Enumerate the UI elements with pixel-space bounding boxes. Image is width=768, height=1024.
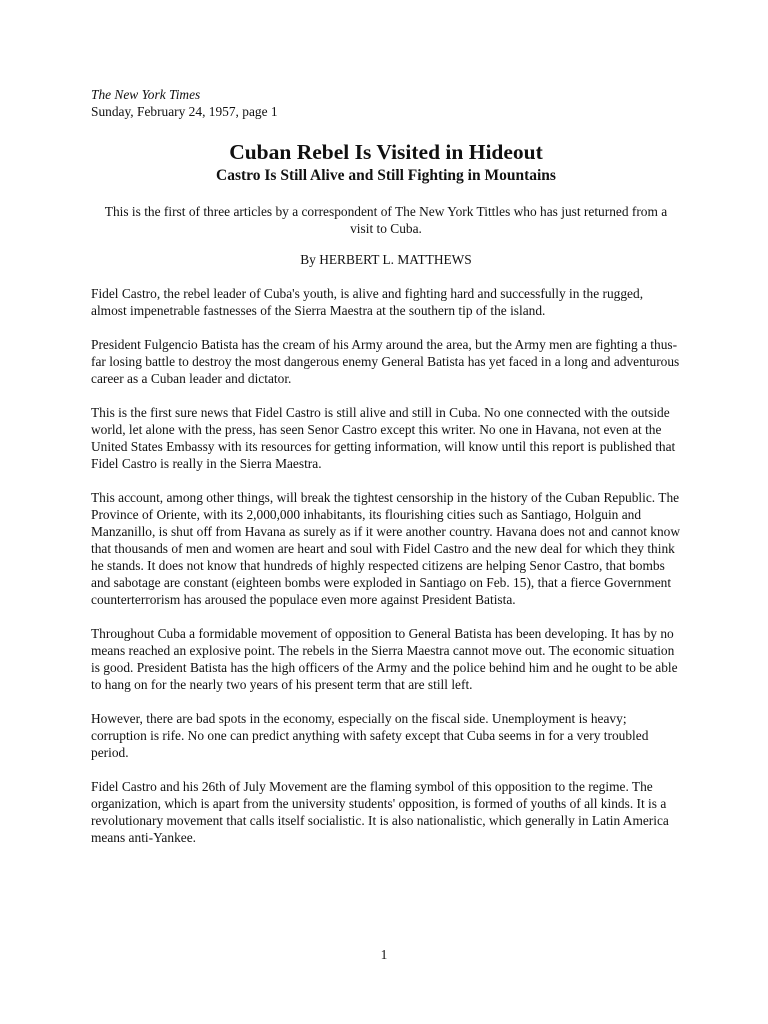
body-paragraph: Fidel Castro and his 26th of July Movement are the flaming symbol of this opposition to the regime. The organization, which is apart from the university students' opposition, is formed of youths of all kinds. It is a revolutionary movement that calls itself socialistic. It is also nationalistic, which generally in Latin America means anti-Yankee. xyxy=(91,779,669,845)
article-byline: By HERBERT L. MATTHEWS xyxy=(300,252,472,267)
body-paragraph: This account, among other things, will break the tightest censorship in the history of the Cuban Republic. The Province of Oriente, with its 2,000,000 inhabitants, its flourishing cities such as Santiago, Holguin and Manzanillo, is shut off from Havana as surely as if it were another country. Havana does not and cannot know that thousands of men and women are heart and soul with Fidel Castro and the new deal for which they think he stands. It does not know that hundreds of highly respected citizens are helping Senor Castro, that bombs and sabotage are constant (eighteen bombs were exploded in Santiago on Feb. 15), that a fierce Government counterterrorism has aroused the populace even more against President Batista. xyxy=(91,490,681,607)
publication-date: Sunday, February 24, 1957, page 1 xyxy=(91,104,278,119)
publication-name: The New York Times xyxy=(91,87,201,102)
body-paragraph: Fidel Castro, the rebel leader of Cuba's youth, is alive and fighting hard and successfully in the rugged, almost impenetrable fastnesses of the Sierra Maestra at the southern tip of the island. xyxy=(91,286,644,318)
document-page xyxy=(91,86,681,846)
article-headline: Cuban Rebel Is Visited in Hideout xyxy=(229,140,543,164)
body-paragraph: This is the first sure news that Fidel Castro is still alive and still in Cuba. No one connected with the outside world, let alone with the press, has seen Senor Castro except this writer. No one in Havana, not even at the United States Embassy with its resources for getting information, will know until this report is published that Fidel Castro is really in the Sierra Maestra. xyxy=(91,405,676,471)
body-paragraph: Throughout Cuba a formidable movement of opposition to General Batista has been developing. It has by no means reached an explosive point. The rebels in the Sierra Maestra cannot move out. The economic situation is good. President Batista has the high officers of the Army and the police behind him and he ought to be able to hang on for the nearly two years of his present term that are still left. xyxy=(91,626,678,692)
article-subheadline: Castro Is Still Alive and Still Fighting in Mountains xyxy=(216,167,556,184)
body-paragraph: However, there are bad spots in the economy, especially on the fiscal side. Unemployment is heavy; corruption is rife. No one can predict anything with safety except that Cuba seems in for a very troubled period. xyxy=(91,711,649,760)
page-number: 1 xyxy=(380,947,388,962)
body-paragraph: President Fulgencio Batista has the cream of his Army around the area, but the Army men are fighting a thus-far losing battle to destroy the most dangerous enemy General Batista has yet faced in a long and adventurous career as a Cuban leader and dictator. xyxy=(91,337,680,386)
article-intro: This is the first of three articles by a correspondent of The New York Tittles who has just returned from a visit to Cuba. xyxy=(104,204,668,236)
